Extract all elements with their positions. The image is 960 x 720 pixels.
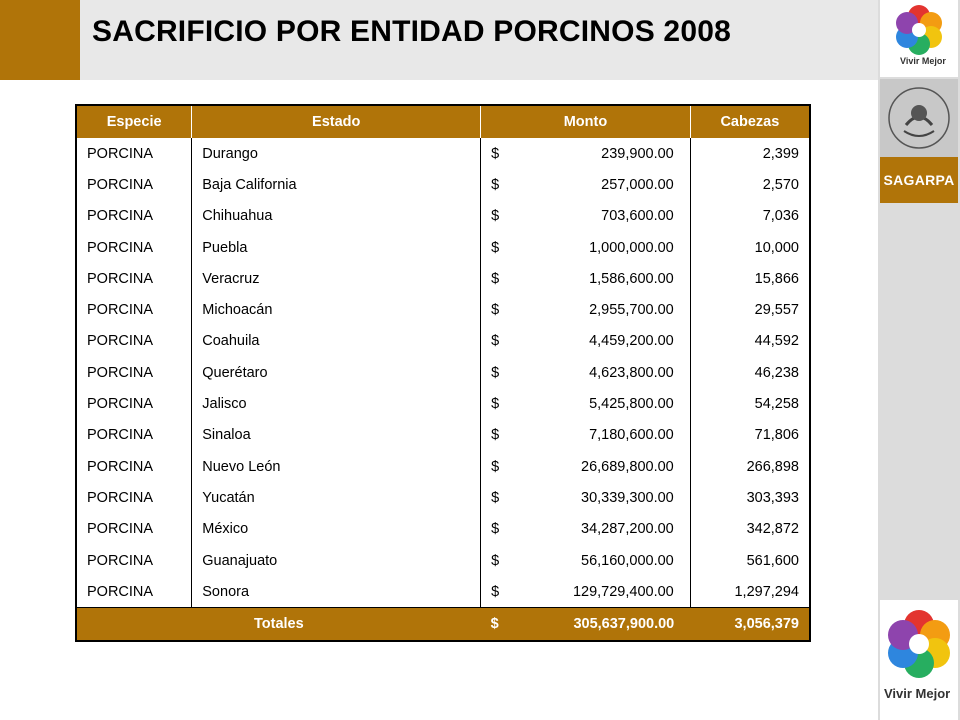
table-row — [76, 451, 810, 482]
cell-estado: Nuevo León — [192, 451, 481, 482]
monto-value: 1,586,600.00 — [589, 270, 674, 287]
totals-row — [76, 608, 810, 642]
cell-especie: PORCINA — [87, 270, 154, 287]
sidebar — [878, 0, 960, 720]
header-monto: Monto — [481, 105, 691, 138]
currency-sign: $ — [490, 616, 499, 633]
cell-especie: PORCINA — [87, 176, 154, 193]
vivir-mejor-logo-top — [880, 0, 958, 77]
cell-monto — [481, 169, 691, 200]
totals-monto: 305,637,900.00 — [573, 616, 675, 633]
cell-especie: PORCINA — [87, 145, 154, 162]
header-especie: Especie — [76, 105, 192, 138]
cell-estado: Yucatán — [192, 482, 481, 513]
currency-sign: $ — [491, 489, 500, 506]
monto-value: 257,000.00 — [601, 176, 674, 193]
header-estado: Estado — [192, 105, 481, 138]
table-row — [76, 514, 810, 545]
flower-logo-icon — [880, 0, 958, 62]
cell-monto — [481, 201, 691, 232]
flower-logo-icon — [880, 600, 958, 692]
cell-cabezas: 1,297,294 — [690, 576, 810, 608]
cell-cabezas: 266,898 — [690, 451, 810, 482]
cell-monto — [481, 263, 691, 294]
cell-estado: Durango — [192, 138, 481, 169]
table-row — [76, 326, 810, 357]
cell-cabezas: 46,238 — [690, 357, 810, 388]
cell-especie: PORCINA — [87, 239, 154, 256]
monto-value: 239,900.00 — [601, 145, 674, 162]
table-row — [76, 482, 810, 513]
table-row — [76, 357, 810, 388]
header-cabezas: Cabezas — [690, 105, 810, 138]
cell-monto — [481, 232, 691, 263]
currency-sign: $ — [491, 552, 500, 569]
cell-monto — [481, 420, 691, 451]
cell-monto — [481, 451, 691, 482]
cell-cabezas: 342,872 — [690, 514, 810, 545]
cell-estado: Puebla — [192, 232, 481, 263]
table-row — [76, 388, 810, 419]
cell-especie: PORCINA — [87, 552, 154, 569]
cell-cabezas: 15,866 — [690, 263, 810, 294]
cell-monto — [481, 545, 691, 576]
cell-monto — [481, 357, 691, 388]
cell-cabezas: 29,557 — [690, 294, 810, 325]
table-row — [76, 201, 810, 232]
currency-sign: $ — [491, 302, 500, 319]
cell-cabezas: 2,399 — [690, 138, 810, 169]
monto-value: 1,000,000.00 — [589, 239, 674, 256]
cell-monto — [481, 576, 691, 608]
logo-caption-bottom: Vivir Mejor — [884, 686, 951, 701]
cell-cabezas: 54,258 — [690, 388, 810, 419]
cell-estado: Chihuahua — [192, 201, 481, 232]
cell-monto — [481, 388, 691, 419]
sagarpa-label: SAGARPA — [880, 157, 958, 203]
totals-cabezas: 3,056,379 — [690, 608, 810, 642]
cell-estado: Sonora — [192, 576, 481, 608]
monto-value: 5,425,800.00 — [589, 396, 674, 413]
table-row — [76, 294, 810, 325]
cell-estado: Coahuila — [192, 326, 481, 357]
cell-especie: PORCINA — [87, 302, 154, 319]
cell-cabezas: 10,000 — [690, 232, 810, 263]
currency-sign: $ — [491, 521, 500, 538]
table-row — [76, 545, 810, 576]
cell-especie: PORCINA — [87, 458, 154, 475]
cell-especie: PORCINA — [87, 396, 154, 413]
cell-monto — [481, 138, 691, 169]
table-row — [76, 138, 810, 169]
currency-sign: $ — [491, 208, 500, 225]
cell-cabezas: 303,393 — [690, 482, 810, 513]
currency-sign: $ — [491, 145, 500, 162]
cell-cabezas: 561,600 — [690, 545, 810, 576]
monto-value: 4,459,200.00 — [589, 333, 674, 350]
cell-cabezas: 7,036 — [690, 201, 810, 232]
cell-especie: PORCINA — [87, 208, 154, 225]
cell-monto — [481, 294, 691, 325]
table-row — [76, 576, 810, 608]
cell-especie: PORCINA — [87, 427, 154, 444]
cell-estado: México — [192, 514, 481, 545]
currency-sign: $ — [491, 239, 500, 256]
monto-value: 129,729,400.00 — [572, 583, 674, 600]
logo-caption-top: Vivir Mejor — [900, 56, 946, 66]
currency-sign: $ — [491, 458, 500, 475]
cell-especie: PORCINA — [87, 583, 154, 600]
table-row — [76, 420, 810, 451]
cell-especie: PORCINA — [87, 489, 154, 506]
monto-value: 2,955,700.00 — [589, 302, 674, 319]
cell-especie: PORCINA — [87, 333, 154, 350]
currency-sign: $ — [491, 333, 500, 350]
cell-estado: Sinaloa — [192, 420, 481, 451]
coat-of-arms-icon — [880, 79, 958, 157]
monto-value: 26,689,800.00 — [581, 458, 674, 475]
currency-sign: $ — [491, 270, 500, 287]
currency-sign: $ — [491, 427, 500, 444]
cell-cabezas: 2,570 — [690, 169, 810, 200]
currency-sign: $ — [491, 396, 500, 413]
monto-value: 4,623,800.00 — [589, 364, 674, 381]
monto-value: 56,160,000.00 — [581, 552, 674, 569]
cell-especie: PORCINA — [87, 521, 154, 538]
monto-value: 30,339,300.00 — [581, 489, 674, 506]
table-row — [76, 263, 810, 294]
vivir-mejor-logo-bottom — [880, 600, 958, 720]
cell-cabezas: 44,592 — [690, 326, 810, 357]
monto-value: 703,600.00 — [601, 208, 674, 225]
header-accent-block — [0, 0, 80, 80]
currency-sign: $ — [491, 583, 500, 600]
cell-estado: Guanajuato — [192, 545, 481, 576]
mexico-seal — [880, 79, 958, 157]
table-header-row — [76, 105, 810, 138]
cell-cabezas: 71,806 — [690, 420, 810, 451]
cell-estado: Baja California — [192, 169, 481, 200]
totals-label: Totales — [76, 608, 481, 642]
data-table — [75, 104, 811, 642]
cell-monto — [481, 482, 691, 513]
cell-monto — [481, 326, 691, 357]
page-title: SACRIFICIO POR ENTIDAD PORCINOS 2008 — [92, 15, 731, 48]
currency-sign: $ — [491, 176, 500, 193]
monto-value: 34,287,200.00 — [581, 521, 674, 538]
cell-estado: Michoacán — [192, 294, 481, 325]
table-row — [76, 232, 810, 263]
cell-estado: Querétaro — [192, 357, 481, 388]
cell-estado: Veracruz — [192, 263, 481, 294]
monto-value: 7,180,600.00 — [589, 427, 674, 444]
table-row — [76, 169, 810, 200]
cell-monto — [481, 514, 691, 545]
currency-sign: $ — [491, 364, 500, 381]
cell-especie: PORCINA — [87, 364, 154, 381]
cell-estado: Jalisco — [192, 388, 481, 419]
